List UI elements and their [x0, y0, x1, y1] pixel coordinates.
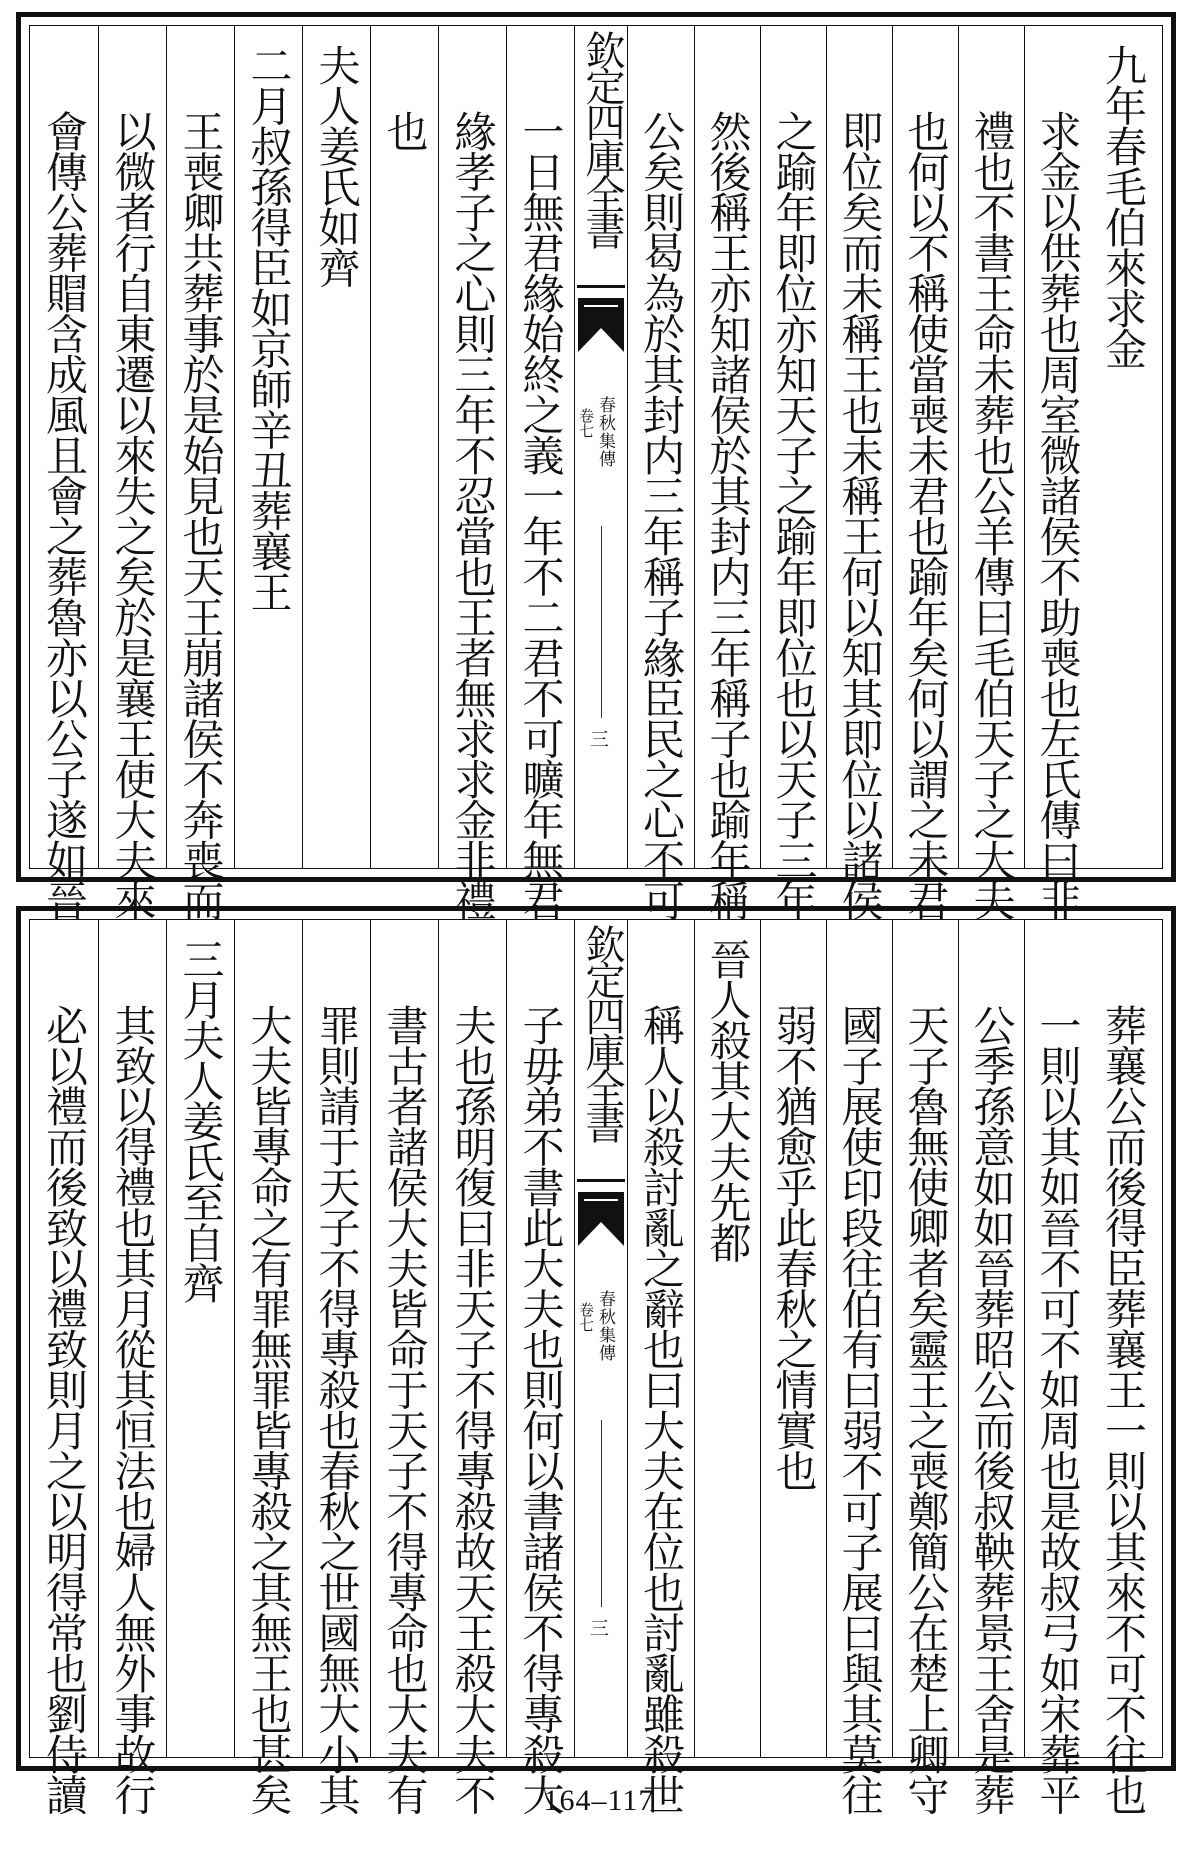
text-column: [760, 920, 826, 1757]
commentary-text: 也何以不稱使當喪未君也踰年矣何以謂之未君: [901, 110, 951, 920]
commentary-text: 一則以其如晉不可不如周也是故叔弓如宋葬平: [1033, 1004, 1083, 1814]
upper-page: [16, 12, 1176, 920]
folio-number: 三: [587, 729, 609, 748]
text-column: [506, 920, 574, 1814]
commentary-text: 禮也不書王命未葬也公羊傳曰毛伯天子之大夫: [967, 110, 1017, 920]
upper-text-frame: [29, 25, 1163, 920]
text-column: [958, 920, 1024, 1814]
text-column: [166, 920, 234, 1757]
gutter-rule: [601, 526, 602, 718]
page-number: 164–117: [543, 1784, 655, 1817]
heading-text: 九年春毛伯來求金: [1099, 44, 1148, 368]
text-column: [98, 26, 166, 920]
text-column: [694, 920, 760, 1757]
fish-tail-mark-icon: [575, 1192, 627, 1246]
text-column: [826, 920, 892, 1814]
commentary-text: 必以禮而後致以禮致則月之以明得常也劉侍讀: [40, 1004, 89, 1814]
text-column: [30, 920, 98, 1814]
commentary-text: 公矣則曷為於其封内三年稱子緣臣民之心不可: [637, 110, 686, 920]
commentary-text: 求金以供葬也周室微諸侯不助喪也左氏傳曰非: [1033, 110, 1083, 920]
text-column: [438, 920, 506, 1814]
commentary-text: 國子展使印段往伯有曰弱不可子展曰與其莫往: [835, 1004, 885, 1814]
commentary-text: 大夫皆專命之有罪無罪皆專殺之其無王也甚矣: [244, 1004, 294, 1814]
text-column: [234, 26, 302, 868]
text-column: [302, 920, 370, 1814]
collection-title: 欽定四庫全書: [577, 924, 625, 1182]
commentary-text: 書古者諸侯大夫皆命于天子不得專命也大夫有: [380, 1004, 430, 1814]
text-column: [760, 26, 826, 920]
commentary-text: 即位矣而未稱王也未稱王何以知其即位以諸侯: [835, 110, 885, 920]
commentary-text: 緣孝子之心則三年不忍當也王者無求求金非禮: [448, 110, 498, 920]
heading-text: 三月夫人姜氏至自齊: [176, 938, 226, 1303]
text-column: [892, 26, 958, 920]
commentary-text: 天子魯無使卿者矣靈王之喪鄭簡公在楚上卿守: [901, 1004, 951, 1814]
text-column: [1024, 920, 1090, 1814]
commentary-text: 一日無君緣始終之義一年不二君不可曠年無君: [516, 110, 566, 920]
commentary-text: 以微者行自東遷以來失之矣於是襄王使大夫來: [108, 110, 158, 920]
fish-tail-mark-icon: [575, 298, 627, 352]
commentary-text: 夫也孫明復曰非天子不得專殺故天王殺大夫不: [448, 1004, 498, 1814]
book-title: 春秋集傳: [595, 396, 615, 468]
heading-text: 二月叔孫得臣如京師辛丑葬襄王: [244, 44, 294, 611]
text-column: [438, 26, 506, 920]
text-column: [826, 26, 892, 920]
text-column: [234, 920, 302, 1814]
center-fold-gutter: [574, 920, 628, 1757]
collection-title: 欽定四庫全書: [577, 30, 625, 288]
commentary-text: 葬襄公而後得臣葬襄王一則以其來不可不往也: [1099, 1004, 1148, 1814]
volume-label: 卷七: [577, 1302, 595, 1332]
commentary-text: 然後稱王亦知諸侯於其封内三年稱子也踰年稱: [703, 110, 753, 920]
commentary-text: 王喪卿共葬事於是始見也天王崩諸侯不奔喪而: [176, 110, 226, 920]
gutter-rule: [601, 1420, 602, 1607]
commentary-text: 其致以得禮也其月從其恒法也婦人無外事故行: [108, 1004, 158, 1814]
text-column: [302, 26, 370, 868]
commentary-text: 公季孫意如如晉葬昭公而後叔鞅葬景王舍是葬: [967, 1004, 1017, 1814]
commentary-text: 弱不猶愈乎此春秋之情實也: [769, 1004, 819, 1490]
text-column: [1090, 26, 1156, 868]
folio-number: 三: [587, 1618, 609, 1637]
commentary-text: 罪則請于天子不得專殺也春秋之世國無大小其: [312, 1004, 362, 1814]
text-column: [958, 26, 1024, 920]
text-column: [1024, 26, 1090, 920]
text-column: [892, 920, 958, 1814]
heading-text: 晉人殺其大夫先都: [703, 938, 753, 1262]
text-column: [166, 26, 234, 920]
book-title: 春秋集傳: [595, 1290, 615, 1362]
volume-label: 卷七: [577, 408, 595, 438]
heading-text: 夫人姜氏如齊: [312, 44, 362, 287]
center-fold-gutter: [574, 26, 628, 868]
commentary-text: 會傳公葬賵含成風且會之葬魯亦以公子遂如晉: [40, 110, 89, 920]
text-column: [98, 920, 166, 1814]
commentary-text: 也: [380, 110, 430, 151]
commentary-text: 子毋弟不書此大夫也則何以書諸侯不得專殺大: [516, 1004, 566, 1814]
text-column: [506, 26, 574, 920]
text-column: [370, 26, 438, 868]
text-column: [694, 26, 760, 920]
commentary-text: 之踰年即位亦知天子之踰年即位也以天子三年: [769, 110, 819, 920]
text-column: [628, 26, 694, 920]
text-column: [30, 26, 98, 920]
commentary-text: 稱人以殺討亂之辭也曰大夫在位也討亂雖殺世: [637, 1004, 686, 1814]
text-column: [628, 920, 694, 1814]
text-column: [370, 920, 438, 1814]
text-column: [1090, 920, 1156, 1814]
